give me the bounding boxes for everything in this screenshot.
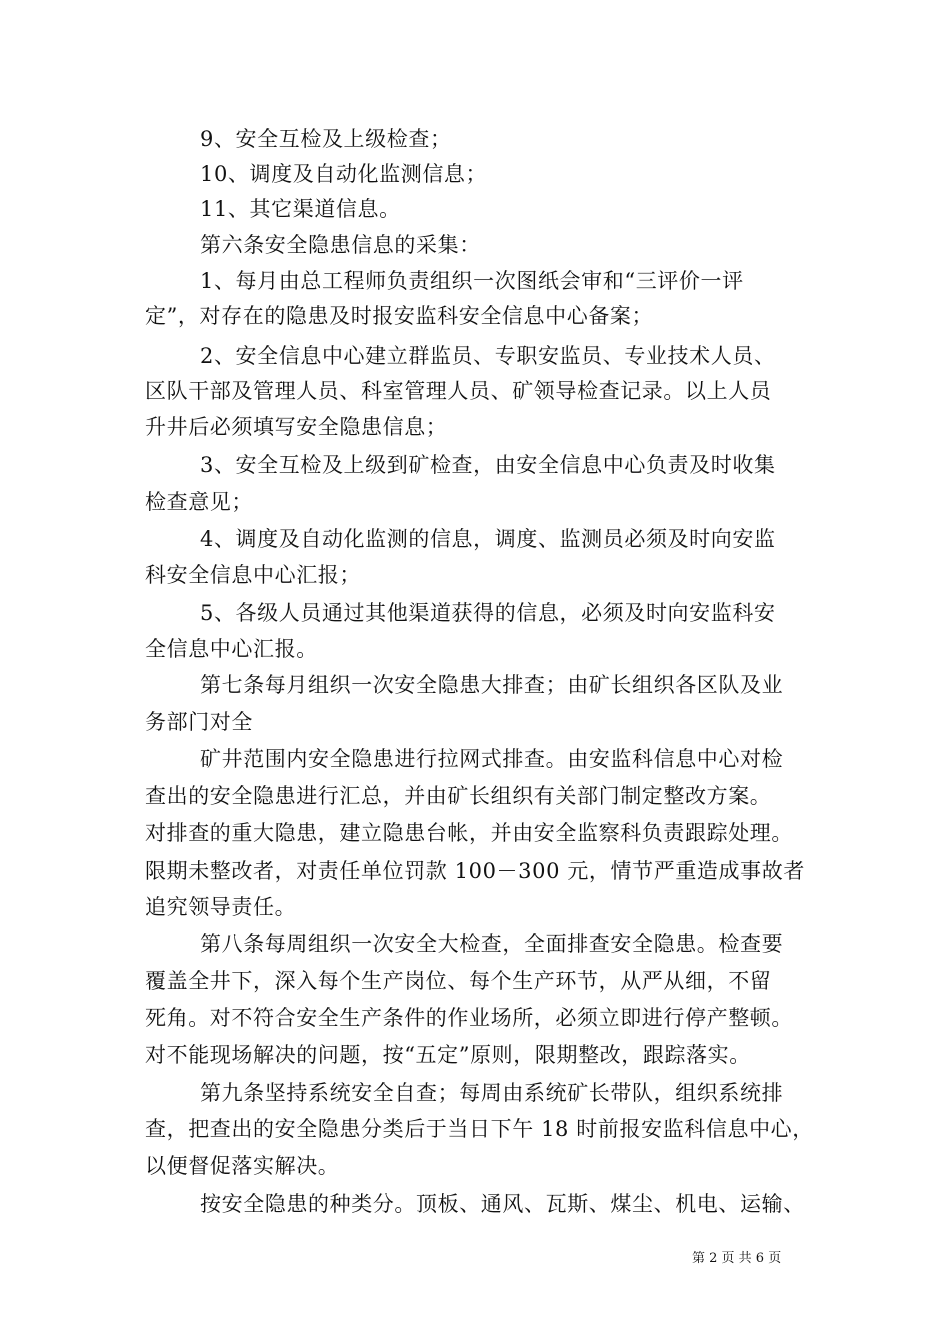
text-line: 3、安全互检及上级到矿检查，由安全信息中心负责及时收集 <box>200 453 776 477</box>
text-line: 追究领导责任。 <box>145 895 297 919</box>
text-line: 11、其它渠道信息。 <box>200 197 401 221</box>
text-line: 5、各级人员通过其他渠道获得的信息，必须及时向安监科安 <box>200 601 776 625</box>
text-line: 查出的安全隐患进行汇总，并由矿长组织有关部门制定整改方案。 <box>145 784 772 808</box>
text-line: 定”，对存在的隐患及时报安监科安全信息中心备案； <box>145 304 654 328</box>
text-line: 以便督促落实解决。 <box>145 1154 340 1178</box>
text-line: 第六条安全隐患信息的采集： <box>200 233 481 257</box>
text-line: 全信息中心汇报。 <box>145 637 318 661</box>
text-line: 升井后必须填写安全隐患信息； <box>145 415 448 439</box>
text-line: 1、每月由总工程师负责组织一次图纸会审和“三评价一评 <box>200 269 744 293</box>
page-number: 第 2 页 共 6 页 <box>692 1251 782 1266</box>
text-line: 查，把查出的安全隐患分类后于当日下午 18 时前报安监科信息中心， <box>145 1117 814 1141</box>
text-line: 第八条每周组织一次安全大检查，全面排查安全隐患。检查要 <box>200 932 784 956</box>
text-line: 第九条坚持系统安全自查；每周由系统矿长带队，组织系统排 <box>200 1081 784 1105</box>
text-line: 死角。对不符合安全生产条件的作业场所，必须立即进行停产整顿。 <box>145 1006 793 1030</box>
text-line: 2、安全信息中心建立群监员、专职安监员、专业技术人员、 <box>200 344 776 368</box>
text-line: 限期未整改者，对责任单位罚款 100－300 元，情节严重造成事故者 <box>145 859 805 883</box>
text-line: 科安全信息中心汇报； <box>145 563 361 587</box>
text-line: 覆盖全井下，深入每个生产岗位、每个生产环节，从严从细，不留 <box>145 969 772 993</box>
text-line: 9、安全互检及上级检查； <box>200 127 452 151</box>
text-line: 矿井范围内安全隐患进行拉网式排查。由安监科信息中心对检 <box>200 747 784 771</box>
text-line: 对不能现场解决的问题，按“五定”原则，限期整改，跟踪落实。 <box>145 1043 751 1067</box>
text-line: 区队干部及管理人员、科室管理人员、矿领导检查记录。以上人员 <box>145 379 772 403</box>
text-line: 对排查的重大隐患，建立隐患台帐，并由安全监察科负责跟踪处理。 <box>145 821 793 845</box>
text-line: 务部门对全 <box>145 710 253 734</box>
text-line: 10、调度及自动化监测信息； <box>200 162 488 186</box>
text-line: 第七条每月组织一次安全隐患大排查；由矿长组织各区队及业 <box>200 673 784 697</box>
text-line: 按安全隐患的种类分。顶板、通风、瓦斯、煤尘、机电、运输、 <box>200 1192 805 1216</box>
text-line: 检查意见； <box>145 490 253 514</box>
text-line: 4、调度及自动化监测的信息，调度、监测员必须及时向安监 <box>200 527 776 551</box>
